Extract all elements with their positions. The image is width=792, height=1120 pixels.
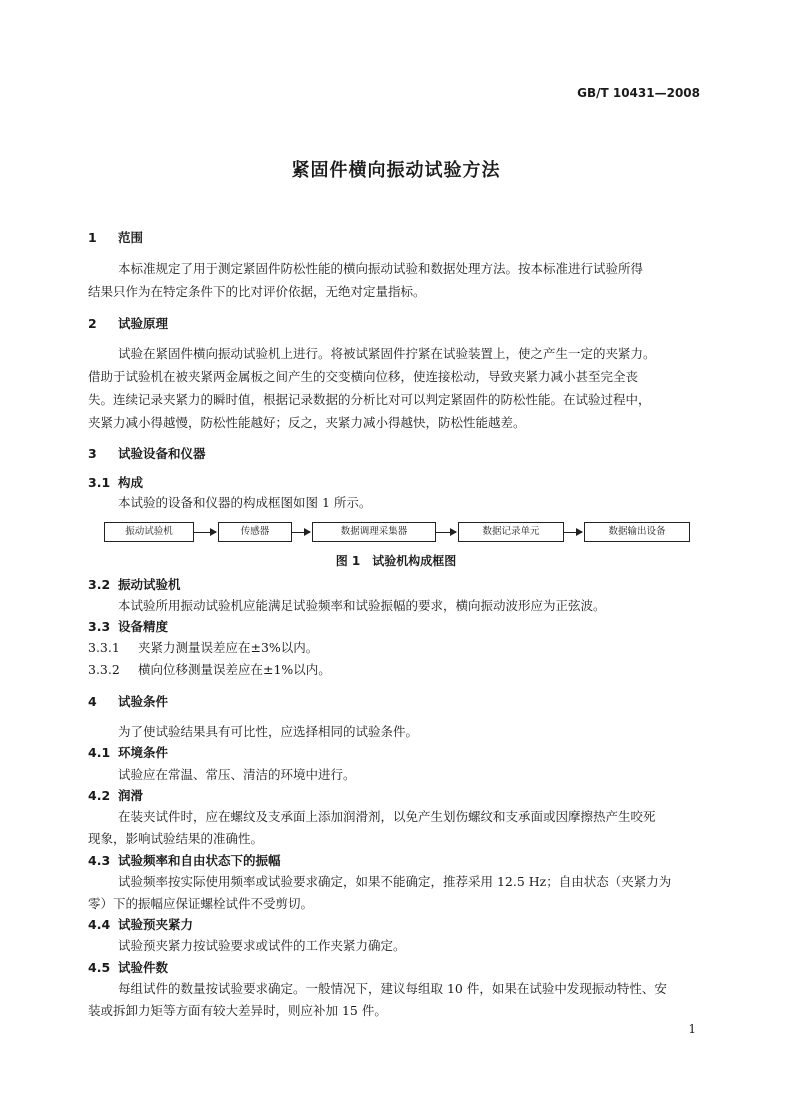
section-number: 3.2: [88, 577, 111, 592]
figure-1-block-diagram: [104, 522, 690, 544]
flow-arrow: [436, 532, 456, 533]
paragraph-line: 每组试件的数量按试验要求确定。一般情况下，建议每组取 10 件，如果在试验中发现振动特性、安: [118, 981, 667, 996]
paragraph-line: 试验频率按实际使用频率或试验要求确定，如果不能确定，推荐采用 12.5 Hz；自由状态（夹紧力为: [118, 874, 672, 889]
section-number: 4.4: [88, 917, 111, 932]
paragraph-line: 本试验所用振动试验机应能满足试验频率和试验振幅的要求，横向振动波形应为正弦波。: [118, 598, 606, 613]
section-number: 4.5: [88, 960, 111, 975]
clause-number: 3.3.1: [88, 640, 120, 655]
document-title: 紧固件横向振动试验方法: [291, 160, 501, 181]
section-title: 润滑: [118, 788, 144, 803]
flow-box-data-output: 数据输出设备: [584, 522, 690, 542]
paragraph-line: 试验在紧固件横向振动试验机上进行。将被试紧固件拧紧在试验装置上，使之产生一定的夹紧力。: [118, 346, 656, 361]
section-title: 试验条件: [118, 694, 169, 709]
paragraph-line: 夹紧力减小得越慢，防松性能越好；反之，夹紧力减小得越快，防松性能越差。: [88, 415, 526, 430]
flow-box-vibration-tester: 振动试验机: [104, 522, 194, 542]
subsection-3-1-heading: [88, 473, 143, 491]
section-title: 试验设备和仪器: [118, 446, 206, 461]
page-number: 1: [688, 1022, 696, 1036]
section-number: 4.1: [88, 745, 111, 760]
section-number: 4.2: [88, 788, 111, 803]
section-title: 构成: [118, 475, 144, 490]
section-title: 环境条件: [118, 745, 169, 760]
flow-arrow: [194, 532, 216, 533]
paragraph-line: 借助于试验机在被夹紧两金属板之间产生的交变横向位移，使连接松动，导致夹紧力减小甚至完全丧: [88, 369, 639, 384]
section-number: 4: [88, 694, 97, 709]
paragraph-line: 结果只作为在特定条件下的比对评价依据，无绝对定量指标。: [88, 284, 426, 299]
section-number: 1: [88, 230, 97, 245]
flow-arrow: [292, 532, 310, 533]
section-3-heading: [88, 444, 206, 462]
subsection-4-5-heading: [88, 958, 168, 976]
section-title: 振动试验机: [118, 577, 181, 592]
paragraph-line: 本试验的设备和仪器的构成框图如图 1 所示。: [118, 495, 372, 510]
section-title: 试验预夹紧力: [118, 917, 194, 932]
section-title: 范围: [118, 230, 144, 245]
subsection-4-2-heading: [88, 786, 143, 804]
paragraph-line: 现象，影响试验结果的准确性。: [88, 831, 264, 846]
section-1-heading: [88, 228, 143, 246]
paragraph-line: 本标准规定了用于测定紧固件防松性能的横向振动试验和数据处理方法。按本标准进行试验所得: [118, 261, 644, 276]
subsection-4-4-heading: [88, 915, 193, 933]
section-title: 试验原理: [118, 316, 169, 331]
subsection-3-3-heading: [88, 617, 168, 635]
section-number: 3: [88, 446, 97, 461]
clause-text: 夹紧力测量误差应在±3%以内。: [138, 640, 319, 655]
paragraph-line: 装或拆卸力矩等方面有较大差异时，则应补加 15 件。: [88, 1003, 387, 1018]
flow-arrow: [564, 532, 582, 533]
paragraph-line: 为了使试验结果具有可比性，应选择相同的试验条件。: [118, 724, 419, 739]
flow-box-sensor: 传感器: [218, 522, 292, 542]
section-number: 3.1: [88, 475, 111, 490]
clause-3-3-1: [88, 638, 318, 656]
flow-box-data-recorder: 数据记录单元: [458, 522, 564, 542]
paragraph-line: 失。连续记录夹紧力的瞬时值，根据记录数据的分析比对可以判定紧固件的防松性能。在试验过程中，: [88, 392, 651, 407]
paragraph-line: 试验预夹紧力按试验要求或试件的工作夹紧力确定。: [118, 938, 406, 953]
section-4-heading: [88, 692, 168, 710]
paragraph-line: 零）下的振幅应保证螺栓试件不受剪切。: [88, 896, 314, 911]
section-number: 3.3: [88, 619, 111, 634]
subsection-4-1-heading: [88, 743, 168, 761]
section-number: 4.3: [88, 853, 111, 868]
flow-box-data-conditioner: 数据调理采集器: [312, 522, 436, 542]
section-number: 2: [88, 316, 97, 331]
clause-3-3-2: [88, 660, 331, 678]
section-title: 试验件数: [118, 960, 169, 975]
paragraph-line: 在装夹试件时，应在螺纹及支承面上添加润滑剂，以免产生划伤螺纹和支承面或因摩擦热产生咬死: [118, 809, 656, 824]
clause-text: 横向位移测量误差应在±1%以内。: [138, 662, 331, 677]
standard-number: GB/T 10431—2008: [577, 86, 700, 100]
paragraph-line: 试验应在常温、常压、清洁的环境中进行。: [118, 767, 356, 782]
section-title: 设备精度: [118, 619, 169, 634]
subsection-4-3-heading: [88, 851, 281, 869]
subsection-3-2-heading: [88, 575, 181, 593]
figure-caption: 图 1 试验机构成框图: [335, 554, 457, 568]
section-title: 试验频率和自由状态下的振幅: [118, 853, 281, 868]
section-2-heading: [88, 314, 168, 332]
clause-number: 3.3.2: [88, 662, 120, 677]
